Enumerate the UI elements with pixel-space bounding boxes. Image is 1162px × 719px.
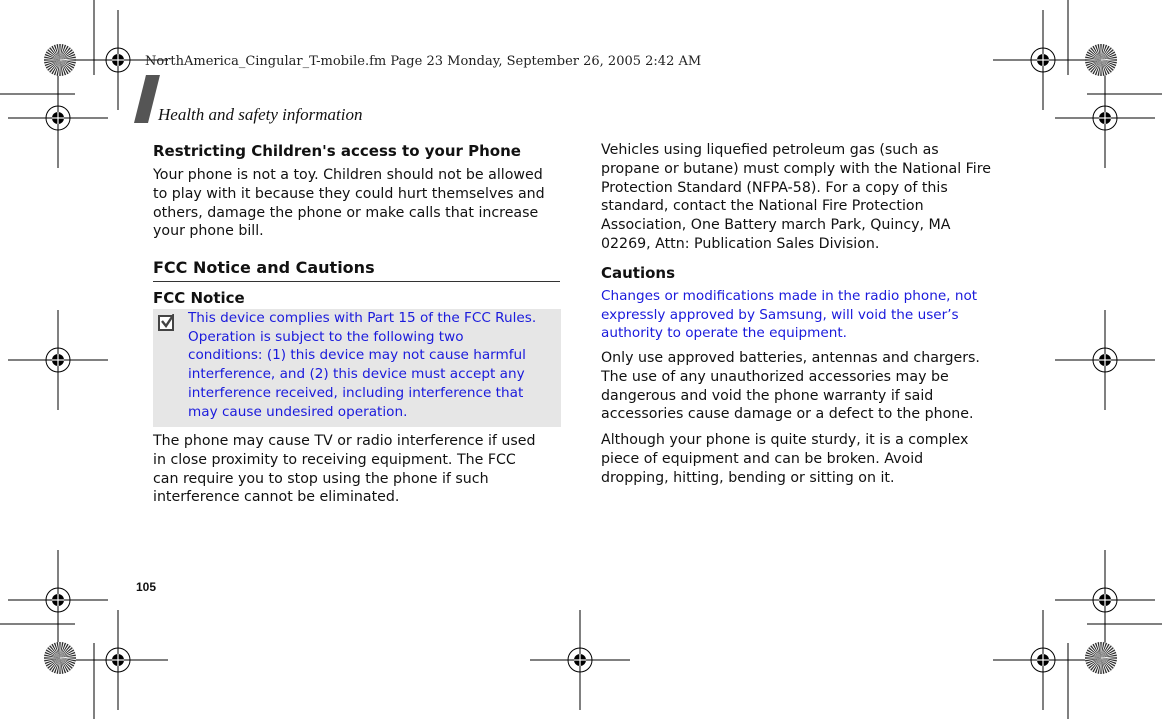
text-line: Operation is subject to the following two xyxy=(188,328,464,345)
text-line: accessories cause damage or a defect to the phone. xyxy=(601,406,974,423)
text-line: Although your phone is quite sturdy, it is a complex xyxy=(601,432,969,448)
text-line: propane or butane) must comply with the National Fire xyxy=(601,160,991,177)
text-line: your phone bill. xyxy=(153,223,264,240)
text-line: interference cannot be eliminated. xyxy=(153,489,400,506)
sturdy-paragraph xyxy=(601,431,968,487)
text-line: Vehicles using liquefied petroleum gas (such as xyxy=(601,142,939,158)
text-line: others, damage the phone or make calls that increase xyxy=(153,204,539,221)
text-line: expressly approved by Samsung, will void the user’s xyxy=(601,306,959,323)
text-line: standard, contact the National Fire Protection xyxy=(601,198,924,215)
text-line: can require you to stop using the phone if such xyxy=(153,470,489,487)
text-line: Protection Standard (NFPA-58). For a copy of this xyxy=(601,179,948,196)
text-line: The phone may cause TV or radio interference if used xyxy=(153,433,536,449)
text-line: This device complies with Part 15 of the FCC Rules. xyxy=(188,310,537,326)
text-line: may cause undesired operation. xyxy=(188,403,408,420)
text-line: authority to operate the equipment. xyxy=(601,325,847,342)
text-line: interference, and (2) this device must accept any xyxy=(188,366,525,383)
lpg-paragraph xyxy=(601,141,991,254)
text-line: Association, One Battery march Park, Quincy, MA xyxy=(601,217,951,234)
children-paragraph xyxy=(153,166,545,241)
fcc-notice-text xyxy=(188,309,536,421)
text-line: in close proximity to receiving equipment. The FCC xyxy=(153,451,516,468)
interference-paragraph xyxy=(153,432,536,507)
section-title: Health and safety information xyxy=(158,105,363,124)
text-line: The use of any unauthorized accessories may be xyxy=(601,368,949,385)
fcc-heading: FCC Notice and Cautions xyxy=(153,258,375,277)
text-line: Only use approved batteries, antennas and chargers. xyxy=(601,350,980,366)
cautions-note xyxy=(601,287,977,343)
checkmark-icon xyxy=(158,315,174,331)
batteries-paragraph xyxy=(601,349,980,424)
text-line: Your phone is not a toy. Children should not be allowed xyxy=(153,167,543,183)
text-line: dangerous and void the phone warranty if said xyxy=(601,387,934,404)
text-line: to play with it because they could hurt themselves and xyxy=(153,185,545,202)
text-line: Changes or modifications made in the radio phone, not xyxy=(601,288,978,304)
text-line: piece of equipment and can be broken. Avoid xyxy=(601,450,924,467)
fcc-notice-heading: FCC Notice xyxy=(153,289,245,307)
print-file-header: NorthAmerica_Cingular_T-mobile.fm Page 23 Monday, September 26, 2005 2:42 AM xyxy=(145,54,702,69)
text-line: conditions: (1) this device may not cause harmful xyxy=(188,347,526,364)
text-line: 02269, Attn: Publication Sales Division. xyxy=(601,235,880,252)
children-heading: Restricting Children's access to your Phone xyxy=(153,142,521,160)
text-line: interference received, including interference that xyxy=(188,384,524,401)
heading-divider xyxy=(153,281,560,282)
page-number: 105 xyxy=(136,580,157,594)
text-line: dropping, hitting, bending or sitting on it. xyxy=(601,469,895,486)
cautions-heading: Cautions xyxy=(601,264,676,282)
